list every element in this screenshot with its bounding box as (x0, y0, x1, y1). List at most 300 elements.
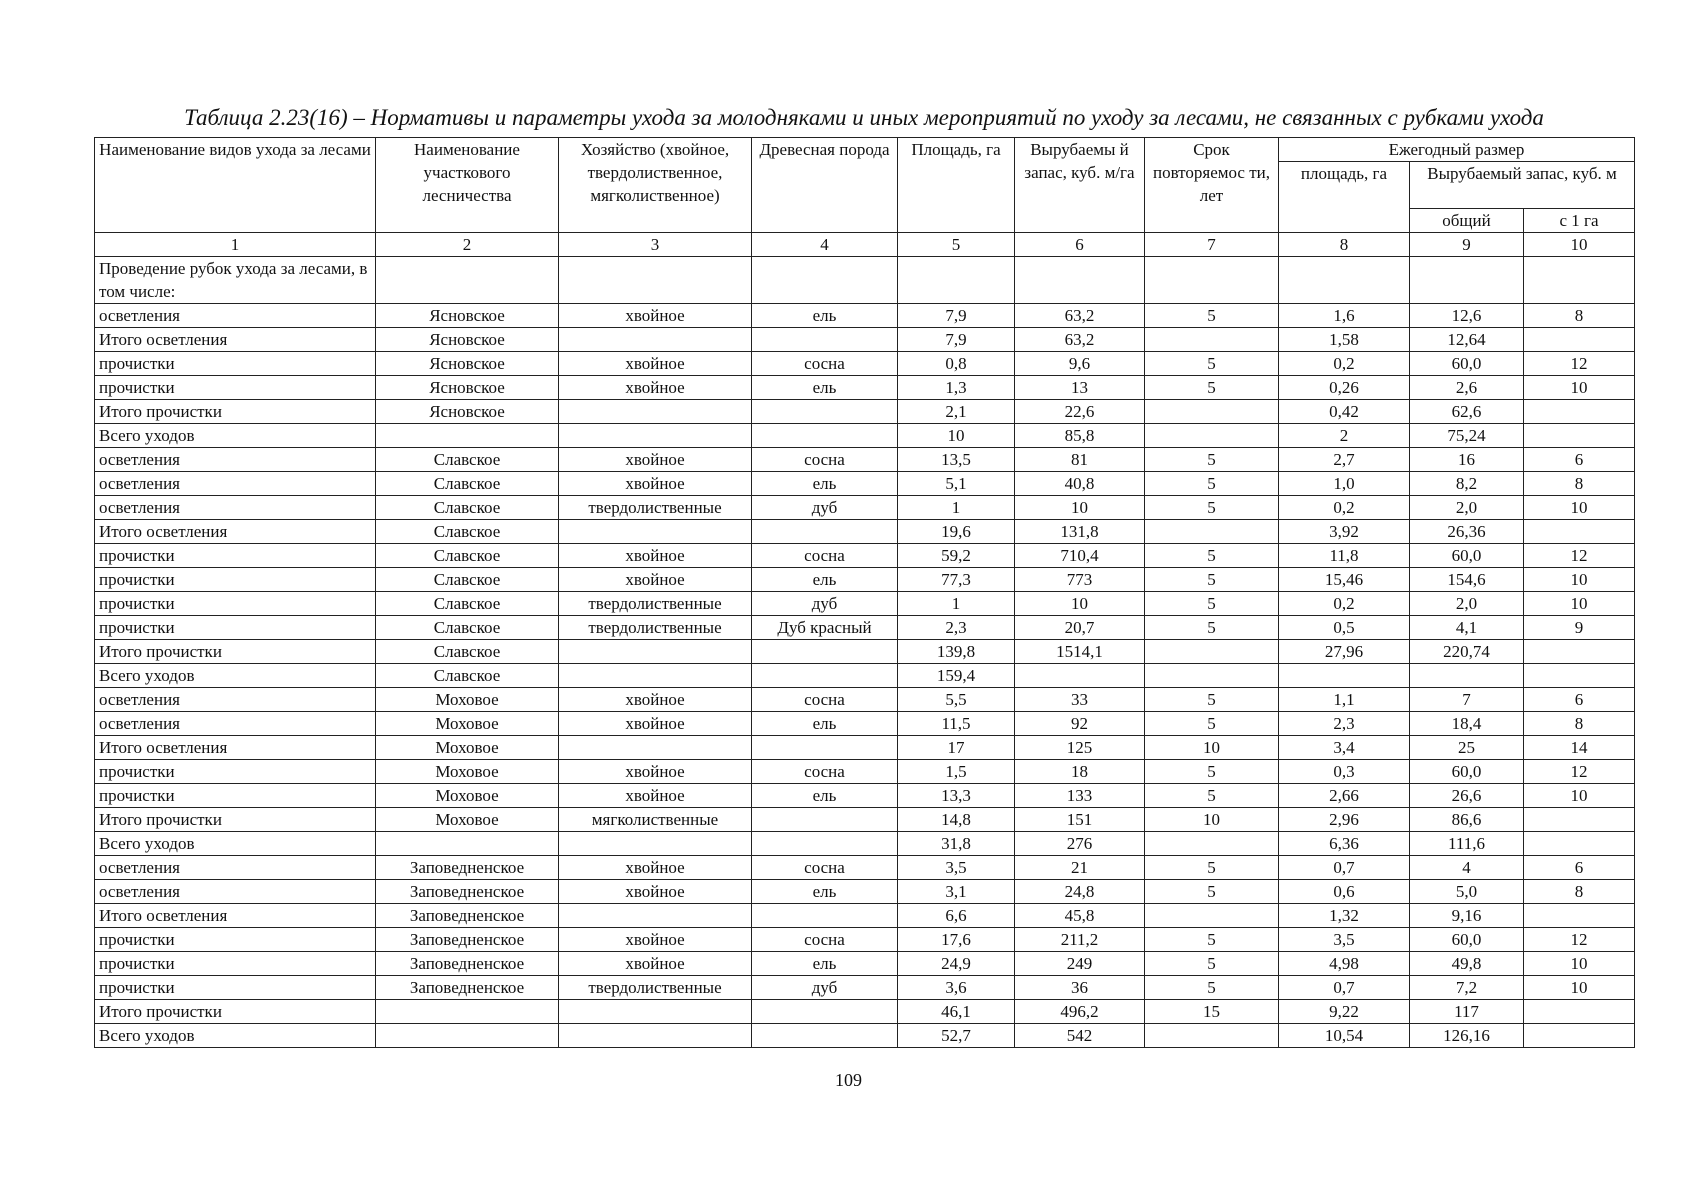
cell-annual-stock-total: 86,6 (1410, 808, 1524, 832)
cell-stock: 18 (1015, 760, 1145, 784)
cell-annual-stock-per-ha: 10 (1524, 592, 1635, 616)
cell-area: 11,5 (898, 712, 1015, 736)
cell-annual-stock-per-ha: 12 (1524, 544, 1635, 568)
cell-economy: хвойное (559, 784, 752, 808)
cell-stock: 1514,1 (1015, 640, 1145, 664)
cell-economy: твердолиственные (559, 616, 752, 640)
cell-area: 2,1 (898, 400, 1015, 424)
empty-cell (1524, 257, 1635, 304)
cell-annual-area: 0,2 (1279, 352, 1410, 376)
cell-forestry: Моховое (376, 712, 559, 736)
cell-area: 10 (898, 424, 1015, 448)
cell-species (752, 904, 898, 928)
column-number-cell: 6 (1015, 233, 1145, 257)
cell-annual-stock-per-ha: 10 (1524, 496, 1635, 520)
table-row (95, 760, 1635, 784)
cell-annual-area: 3,5 (1279, 928, 1410, 952)
cell-stock: 125 (1015, 736, 1145, 760)
cell-forestry: Заповедненское (376, 976, 559, 1000)
cell-care-type: осветления (95, 712, 376, 736)
table-row (95, 784, 1635, 808)
table-row (95, 952, 1635, 976)
cell-annual-stock-total: 60,0 (1410, 928, 1524, 952)
cell-period: 15 (1145, 1000, 1279, 1024)
cell-stock: 133 (1015, 784, 1145, 808)
cell-species: сосна (752, 544, 898, 568)
cell-period: 5 (1145, 784, 1279, 808)
cell-annual-stock-per-ha (1524, 904, 1635, 928)
cell-species (752, 736, 898, 760)
cell-annual-stock-total: 60,0 (1410, 352, 1524, 376)
cell-period (1145, 520, 1279, 544)
cell-annual-stock-total: 12,6 (1410, 304, 1524, 328)
cell-annual-stock-per-ha (1524, 400, 1635, 424)
cell-species: сосна (752, 352, 898, 376)
cell-annual-area: 0,2 (1279, 592, 1410, 616)
cell-period: 10 (1145, 808, 1279, 832)
cell-stock (1015, 664, 1145, 688)
cell-species: сосна (752, 448, 898, 472)
cell-annual-area: 10,54 (1279, 1024, 1410, 1048)
cell-forestry: Ясновское (376, 376, 559, 400)
cell-stock: 13 (1015, 376, 1145, 400)
cell-economy: хвойное (559, 472, 752, 496)
cell-period: 5 (1145, 448, 1279, 472)
cell-care-type: прочистки (95, 952, 376, 976)
cell-annual-stock-total: 18,4 (1410, 712, 1524, 736)
cell-forestry (376, 832, 559, 856)
cell-economy (559, 520, 752, 544)
cell-economy: хвойное (559, 304, 752, 328)
cell-area: 2,3 (898, 616, 1015, 640)
cell-species: ель (752, 712, 898, 736)
cell-economy: мягколиственные (559, 808, 752, 832)
cell-stock: 36 (1015, 976, 1145, 1000)
cell-period (1145, 400, 1279, 424)
cell-care-type: прочистки (95, 616, 376, 640)
cell-care-type: прочистки (95, 928, 376, 952)
cell-economy (559, 904, 752, 928)
cell-area: 24,9 (898, 952, 1015, 976)
cell-annual-area: 0,7 (1279, 976, 1410, 1000)
cell-forestry: Славское (376, 544, 559, 568)
cell-area: 17 (898, 736, 1015, 760)
cell-area: 0,8 (898, 352, 1015, 376)
cell-forestry: Славское (376, 568, 559, 592)
cell-economy (559, 1000, 752, 1024)
empty-cell (1145, 257, 1279, 304)
cell-annual-area: 1,1 (1279, 688, 1410, 712)
cell-annual-stock-per-ha: 9 (1524, 616, 1635, 640)
cell-period: 5 (1145, 616, 1279, 640)
table-row (95, 688, 1635, 712)
cell-species (752, 328, 898, 352)
cell-annual-stock-total: 126,16 (1410, 1024, 1524, 1048)
cell-stock: 33 (1015, 688, 1145, 712)
table-row (95, 664, 1635, 688)
column-number-cell: 7 (1145, 233, 1279, 257)
cell-annual-stock-total: 9,16 (1410, 904, 1524, 928)
empty-cell (1410, 257, 1524, 304)
cell-forestry: Славское (376, 592, 559, 616)
section-row (95, 257, 1635, 304)
cell-care-type: прочистки (95, 976, 376, 1000)
cell-annual-area: 2,7 (1279, 448, 1410, 472)
cell-annual-stock-total: 2,0 (1410, 592, 1524, 616)
cell-economy: хвойное (559, 376, 752, 400)
cell-annual-area: 2 (1279, 424, 1410, 448)
cell-annual-area: 3,92 (1279, 520, 1410, 544)
cell-annual-area: 27,96 (1279, 640, 1410, 664)
table-row (95, 472, 1635, 496)
table-caption: Таблица 2.23(16) – Нормативы и параметры ухода за молодняками и иных мероприятий по уходу за лесами, не связанных с рубками ухода (184, 105, 1544, 130)
cell-annual-area: 1,32 (1279, 904, 1410, 928)
empty-cell (752, 257, 898, 304)
cell-species: сосна (752, 760, 898, 784)
header-care-type: Наименование видов ухода за лесами (95, 138, 376, 233)
header-annual-stock: Вырубаемый запас, куб. м (1410, 162, 1635, 209)
cell-area: 159,4 (898, 664, 1015, 688)
cell-area: 77,3 (898, 568, 1015, 592)
cell-area: 1 (898, 496, 1015, 520)
cell-economy: твердолиственные (559, 496, 752, 520)
cell-period: 5 (1145, 952, 1279, 976)
cell-species (752, 808, 898, 832)
cell-species: сосна (752, 856, 898, 880)
table-row (95, 400, 1635, 424)
table-row (95, 376, 1635, 400)
header-annual: Ежегодный размер (1279, 138, 1635, 162)
cell-area: 13,5 (898, 448, 1015, 472)
cell-area: 19,6 (898, 520, 1015, 544)
cell-forestry: Ясновское (376, 304, 559, 328)
table-row (95, 328, 1635, 352)
cell-forestry (376, 1000, 559, 1024)
cell-area: 3,5 (898, 856, 1015, 880)
cell-period: 5 (1145, 472, 1279, 496)
cell-area: 17,6 (898, 928, 1015, 952)
cell-forestry: Заповедненское (376, 856, 559, 880)
table-row (95, 568, 1635, 592)
cell-annual-area: 0,42 (1279, 400, 1410, 424)
empty-cell (1279, 257, 1410, 304)
cell-species (752, 1000, 898, 1024)
cell-annual-stock-total: 154,6 (1410, 568, 1524, 592)
cell-annual-area: 2,96 (1279, 808, 1410, 832)
cell-annual-stock-per-ha (1524, 664, 1635, 688)
cell-annual-stock-per-ha (1524, 424, 1635, 448)
cell-species: дуб (752, 496, 898, 520)
cell-area: 5,1 (898, 472, 1015, 496)
cell-annual-stock-per-ha: 8 (1524, 880, 1635, 904)
cell-annual-stock-total: 75,24 (1410, 424, 1524, 448)
cell-care-type: осветления (95, 496, 376, 520)
cell-period (1145, 904, 1279, 928)
cell-economy: хвойное (559, 568, 752, 592)
table-row (95, 304, 1635, 328)
cell-forestry: Ясновское (376, 352, 559, 376)
column-numbers-row (95, 233, 1635, 257)
cell-annual-area: 0,5 (1279, 616, 1410, 640)
cell-annual-stock-per-ha: 8 (1524, 472, 1635, 496)
cell-care-type: осветления (95, 856, 376, 880)
table-row (95, 496, 1635, 520)
cell-area: 46,1 (898, 1000, 1015, 1024)
cell-forestry: Моховое (376, 736, 559, 760)
cell-period (1145, 328, 1279, 352)
cell-annual-area: 1,58 (1279, 328, 1410, 352)
cell-species: сосна (752, 688, 898, 712)
cell-annual-area: 2,66 (1279, 784, 1410, 808)
cell-annual-stock-total: 220,74 (1410, 640, 1524, 664)
cell-period: 5 (1145, 376, 1279, 400)
table-row (95, 592, 1635, 616)
cell-period (1145, 1024, 1279, 1048)
cell-stock: 542 (1015, 1024, 1145, 1048)
cell-economy: хвойное (559, 856, 752, 880)
cell-stock: 85,8 (1015, 424, 1145, 448)
cell-species: ель (752, 376, 898, 400)
cell-area: 3,1 (898, 880, 1015, 904)
cell-care-type: прочистки (95, 760, 376, 784)
cell-annual-stock-per-ha: 10 (1524, 568, 1635, 592)
cell-economy (559, 832, 752, 856)
header-species: Древесная порода (752, 138, 898, 233)
cell-care-type: Всего уходов (95, 1024, 376, 1048)
cell-stock: 10 (1015, 496, 1145, 520)
cell-care-type: Всего уходов (95, 664, 376, 688)
cell-stock: 131,8 (1015, 520, 1145, 544)
column-number-cell: 3 (559, 233, 752, 257)
cell-annual-area: 0,7 (1279, 856, 1410, 880)
column-number-cell: 4 (752, 233, 898, 257)
cell-economy: хвойное (559, 448, 752, 472)
cell-period: 5 (1145, 568, 1279, 592)
cell-annual-stock-per-ha: 8 (1524, 712, 1635, 736)
table-row (95, 904, 1635, 928)
table-row (95, 448, 1635, 472)
empty-cell (1015, 257, 1145, 304)
cell-care-type: Всего уходов (95, 832, 376, 856)
cell-care-type: осветления (95, 880, 376, 904)
cell-area: 6,6 (898, 904, 1015, 928)
cell-annual-stock-total: 16 (1410, 448, 1524, 472)
cell-annual-stock-per-ha (1524, 1024, 1635, 1048)
table-row (95, 976, 1635, 1000)
cell-care-type: Итого прочистки (95, 640, 376, 664)
cell-species: ель (752, 880, 898, 904)
cell-stock: 249 (1015, 952, 1145, 976)
cell-annual-area: 4,98 (1279, 952, 1410, 976)
cell-period: 5 (1145, 544, 1279, 568)
cell-species (752, 1024, 898, 1048)
cell-care-type: Итого осветления (95, 328, 376, 352)
cell-economy: хвойное (559, 352, 752, 376)
cell-species (752, 400, 898, 424)
cell-annual-area: 1,6 (1279, 304, 1410, 328)
table-body (95, 138, 1635, 1048)
cell-period: 5 (1145, 712, 1279, 736)
cell-species: дуб (752, 592, 898, 616)
cell-annual-stock-total: 4,1 (1410, 616, 1524, 640)
cell-stock: 20,7 (1015, 616, 1145, 640)
cell-annual-stock-total: 60,0 (1410, 760, 1524, 784)
cell-area: 3,6 (898, 976, 1015, 1000)
cell-annual-area: 15,46 (1279, 568, 1410, 592)
cell-stock: 21 (1015, 856, 1145, 880)
table-row (95, 640, 1635, 664)
header-total: общий (1410, 209, 1524, 233)
cell-annual-stock-total: 117 (1410, 1000, 1524, 1024)
empty-cell (559, 257, 752, 304)
cell-economy: хвойное (559, 688, 752, 712)
table-row (95, 832, 1635, 856)
cell-stock: 710,4 (1015, 544, 1145, 568)
cell-forestry: Моховое (376, 808, 559, 832)
column-number-cell: 2 (376, 233, 559, 257)
cell-annual-stock-per-ha: 12 (1524, 928, 1635, 952)
cell-species: ель (752, 784, 898, 808)
cell-forestry: Ясновское (376, 400, 559, 424)
cell-period (1145, 832, 1279, 856)
cell-period: 5 (1145, 688, 1279, 712)
cell-stock: 9,6 (1015, 352, 1145, 376)
table-row (95, 544, 1635, 568)
column-number-cell: 9 (1410, 233, 1524, 257)
cell-annual-area: 2,3 (1279, 712, 1410, 736)
cell-species: дуб (752, 976, 898, 1000)
cell-forestry (376, 424, 559, 448)
cell-period (1145, 664, 1279, 688)
cell-species (752, 424, 898, 448)
table-row (95, 736, 1635, 760)
cell-annual-stock-total: 25 (1410, 736, 1524, 760)
cell-annual-area: 0,3 (1279, 760, 1410, 784)
cell-annual-stock-total: 2,0 (1410, 496, 1524, 520)
table-row (95, 352, 1635, 376)
cell-species (752, 640, 898, 664)
cell-annual-area: 1,0 (1279, 472, 1410, 496)
cell-care-type: Итого осветления (95, 736, 376, 760)
cell-annual-stock-per-ha: 12 (1524, 352, 1635, 376)
cell-forestry: Славское (376, 496, 559, 520)
cell-annual-stock-per-ha: 6 (1524, 448, 1635, 472)
header-stock: Вырубаемы й запас, куб. м/га (1015, 138, 1145, 233)
cell-area: 13,3 (898, 784, 1015, 808)
cell-area: 7,9 (898, 304, 1015, 328)
cell-forestry: Моховое (376, 688, 559, 712)
cell-annual-stock-per-ha: 8 (1524, 304, 1635, 328)
table-row (95, 424, 1635, 448)
cell-care-type: прочистки (95, 544, 376, 568)
cell-period (1145, 424, 1279, 448)
cell-stock: 63,2 (1015, 304, 1145, 328)
header-economy: Хозяйство (хвойное, твердолиственное, мягколиственное) (559, 138, 752, 233)
cell-economy: хвойное (559, 712, 752, 736)
cell-period: 5 (1145, 592, 1279, 616)
cell-annual-area: 6,36 (1279, 832, 1410, 856)
cell-care-type: Итого прочистки (95, 400, 376, 424)
cell-economy: хвойное (559, 952, 752, 976)
cell-annual-stock-total: 60,0 (1410, 544, 1524, 568)
cell-period (1145, 640, 1279, 664)
cell-annual-stock-total: 5,0 (1410, 880, 1524, 904)
cell-annual-stock-total (1410, 664, 1524, 688)
cell-care-type: осветления (95, 688, 376, 712)
cell-stock: 773 (1015, 568, 1145, 592)
cell-species (752, 832, 898, 856)
cell-annual-stock-total: 8,2 (1410, 472, 1524, 496)
cell-annual-stock-per-ha: 14 (1524, 736, 1635, 760)
cell-period: 5 (1145, 760, 1279, 784)
cell-species: Дуб красный (752, 616, 898, 640)
cell-annual-stock-per-ha: 10 (1524, 784, 1635, 808)
cell-annual-stock-total: 4 (1410, 856, 1524, 880)
cell-economy: твердолиственные (559, 592, 752, 616)
cell-stock: 22,6 (1015, 400, 1145, 424)
cell-forestry: Заповедненское (376, 880, 559, 904)
cell-area: 1,5 (898, 760, 1015, 784)
cell-annual-stock-per-ha (1524, 832, 1635, 856)
cell-forestry: Славское (376, 472, 559, 496)
cell-area: 59,2 (898, 544, 1015, 568)
cell-care-type: прочистки (95, 376, 376, 400)
cell-annual-area (1279, 664, 1410, 688)
cell-annual-area: 0,6 (1279, 880, 1410, 904)
cell-annual-stock-per-ha: 10 (1524, 952, 1635, 976)
cell-stock: 276 (1015, 832, 1145, 856)
column-number-cell: 8 (1279, 233, 1410, 257)
cell-annual-stock-per-ha (1524, 808, 1635, 832)
cell-area: 14,8 (898, 808, 1015, 832)
cell-economy (559, 424, 752, 448)
cell-annual-area: 9,22 (1279, 1000, 1410, 1024)
cell-period: 5 (1145, 304, 1279, 328)
cell-forestry: Славское (376, 640, 559, 664)
cell-economy (559, 640, 752, 664)
cell-annual-stock-per-ha: 6 (1524, 688, 1635, 712)
cell-species: сосна (752, 928, 898, 952)
section-title: Проведение рубок ухода за лесами, в том числе: (95, 257, 376, 304)
cell-species: ель (752, 304, 898, 328)
cell-stock: 40,8 (1015, 472, 1145, 496)
cell-care-type: осветления (95, 304, 376, 328)
cell-economy (559, 1024, 752, 1048)
cell-stock: 92 (1015, 712, 1145, 736)
cell-annual-stock-per-ha (1524, 640, 1635, 664)
empty-cell (898, 257, 1015, 304)
cell-care-type: Итого осветления (95, 904, 376, 928)
cell-economy: хвойное (559, 880, 752, 904)
cell-economy: хвойное (559, 760, 752, 784)
header-area: Площадь, га (898, 138, 1015, 233)
cell-forestry: Заповедненское (376, 952, 559, 976)
header-annual-area: площадь, га (1279, 162, 1410, 233)
cell-stock: 151 (1015, 808, 1145, 832)
cell-annual-stock-total: 7,2 (1410, 976, 1524, 1000)
cell-annual-stock-total: 62,6 (1410, 400, 1524, 424)
table-row (95, 1000, 1635, 1024)
table-row (95, 856, 1635, 880)
cell-economy (559, 664, 752, 688)
table-row (95, 616, 1635, 640)
cell-annual-stock-total: 26,6 (1410, 784, 1524, 808)
table-row (95, 880, 1635, 904)
cell-forestry: Славское (376, 520, 559, 544)
cell-annual-stock-total: 49,8 (1410, 952, 1524, 976)
cell-care-type: осветления (95, 472, 376, 496)
cell-stock: 211,2 (1015, 928, 1145, 952)
